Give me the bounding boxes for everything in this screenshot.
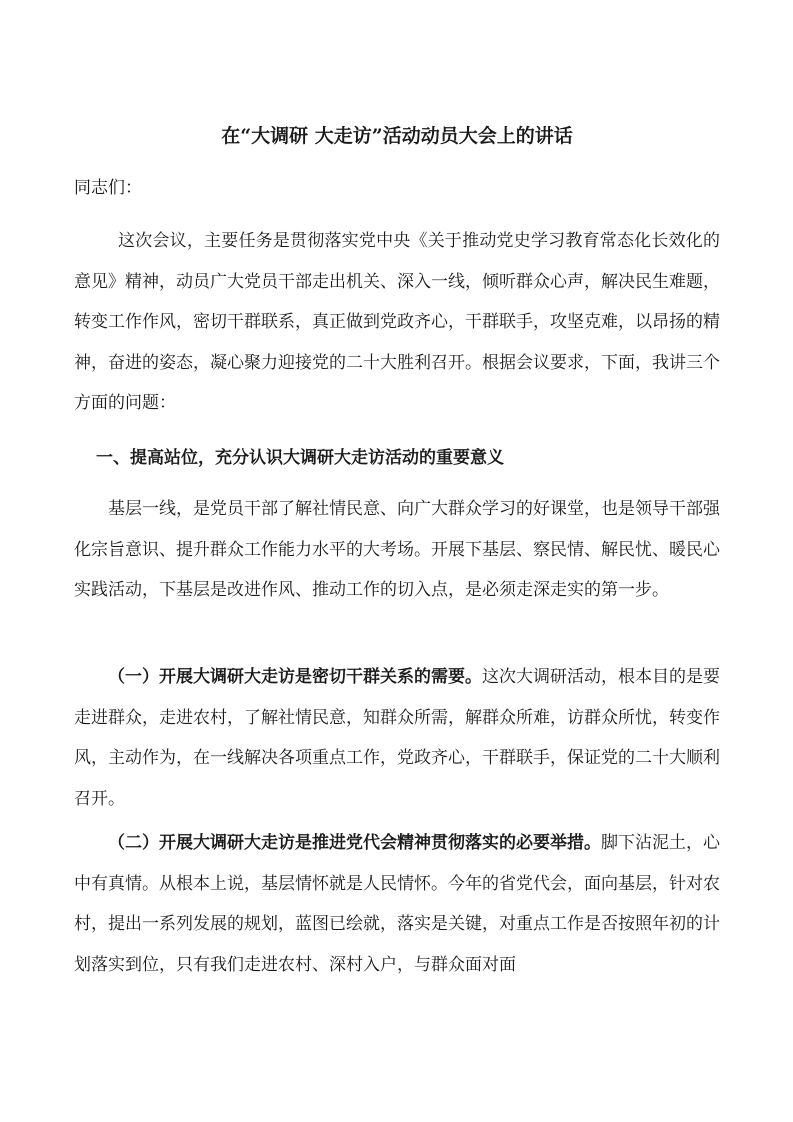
point-text-2: 脚下沾泥土，心中有真情。从根本上说，基层情怀就是人民情怀。今年的省党代会，面向基层，针对农村，提出一系列发展的规划，蓝图已绘就，落实是关键，对重点工作是否按照年初的计划落实到位，只有我们走进农村、深村入户，与群众面对面: [74, 833, 720, 975]
point-lead-1: （一）开展大调研大走访是密切干群关系的需要。: [108, 667, 482, 687]
point-paragraph-2: [74, 823, 720, 985]
intro-paragraph: 这次会议，主要任务是贯彻落实党中央《关于推动党史学习教育常态化长效化的意见》精神，动员广大党员干部走出机关、深入一线，倾听群众心声，解决民生难题，转变工作作风，密切干群联系，真正做到党政齐心，干群联手，攻坚克难，以昂扬的精神，奋进的姿态，凝心聚力迎接党的二十大胜利召开。根据会议要求，下面，我讲三个方面的问题：: [74, 231, 720, 414]
section-body-paragraph: 基层一线，是党员干部了解社情民意、向广大群众学习的好课堂，也是领导干部强化宗旨意识、提升群众工作能力水平的大考场。开展下基层、察民情、解民忧、暖民心实践活动，下基层是改进作风、推动工作的切入点，是必须走深走实的第一步。: [74, 499, 720, 601]
document-title: 在“大调研 大走访”活动动员大会上的讲话: [221, 125, 573, 147]
point-text-1: 这次大调研活动，根本目的是要走进群众，走进农村，了解社情民意，知群众所需，解群众所难，访群众所忧，转变作风，主动作为，在一线解决各项重点工作，党政齐心，干群联手，保证党的二十大顺利召开。: [74, 667, 720, 809]
salutation: 同志们：: [74, 178, 142, 198]
section-heading: 一、提高站位，充分认识大调研大走访活动的重要意义: [96, 448, 504, 468]
point-paragraph-1: [74, 657, 720, 819]
point-lead-2: （二）开展大调研大走访是推进党代会精神贯彻落实的必要举措。: [108, 833, 601, 853]
